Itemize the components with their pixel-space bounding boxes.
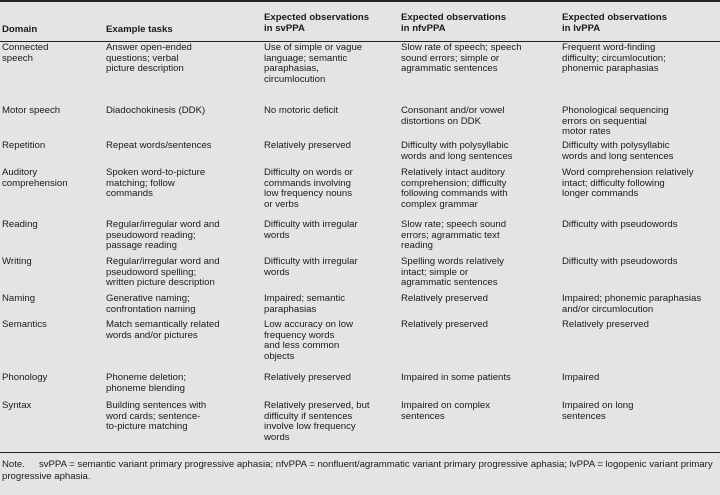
table-top-rule xyxy=(0,0,720,2)
table-cell-svppa: Relatively preserved xyxy=(264,372,351,383)
table-cell-nfvppa: Impaired in some patients xyxy=(401,372,511,383)
table-bottom-rule xyxy=(0,452,720,453)
table-cell-domain: Connected speech xyxy=(2,42,49,64)
table-cell-svppa: Low accuracy on low frequency words and less common objects xyxy=(264,319,354,362)
table-cell-domain: Motor speech xyxy=(2,105,61,116)
table-cell-domain: Auditory comprehension xyxy=(2,167,68,189)
table-cell-tasks: Building sentences with word cards; sentence- to-picture matching xyxy=(106,400,207,433)
table-cell-svppa: Difficulty on words or commands involving low frequency nouns or verbs xyxy=(264,167,353,210)
table-cell-nfvppa: Consonant and/or vowel distortions on DDK xyxy=(401,105,505,127)
table-cell-nfvppa: Slow rate; speech sound errors; agrammatic text reading xyxy=(401,219,507,252)
table-cell-domain: Reading xyxy=(2,219,38,230)
table-cell-domain: Writing xyxy=(2,256,32,267)
table-cell-domain: Phonology xyxy=(2,372,48,383)
table-cell-nfvppa: Difficulty with polysyllabic words and long sentences xyxy=(401,140,513,162)
table-cell-svppa: Impaired; semantic paraphasias xyxy=(264,293,346,315)
table-cell-nfvppa: Slow rate of speech; speech sound errors; simple or agrammatic sentences xyxy=(401,42,522,75)
table-cell-tasks: Repeat words/sentences xyxy=(106,140,212,151)
table-cell-lvppa: Impaired; phonemic paraphasias and/or circumlocution xyxy=(562,293,702,315)
table-cell-lvppa: Frequent word-finding difficulty; circumlocution; phonemic paraphasias xyxy=(562,42,666,75)
table-cell-nfvppa: Relatively preserved xyxy=(401,319,488,330)
table-cell-tasks: Phoneme deletion; phoneme blending xyxy=(106,372,187,394)
note-text: svPPA = semantic variant primary progressive aphasia; nfvPPA = nonfluent/agrammatic variant primary progressive aphasia; lvPPA = logopenic variant primary progressive aphasia. xyxy=(2,459,713,482)
table-cell-lvppa: Word comprehension relatively intact; difficulty following longer commands xyxy=(562,167,694,200)
table-cell-lvppa: Difficulty with pseudowords xyxy=(562,256,678,267)
table-cell-tasks: Regular/irregular word and pseudoword spelling; written picture description xyxy=(106,256,220,289)
table-cell-svppa: Relatively preserved xyxy=(264,140,351,151)
table-note xyxy=(2,459,718,483)
table-cell-svppa: Use of simple or vague language; semantic paraphasias, circumlocution xyxy=(264,42,363,85)
table-cell-domain: Repetition xyxy=(2,140,46,151)
table-cell-tasks: Answer open-ended questions; verbal picture description xyxy=(106,42,192,75)
table-cell-nfvppa: Impaired on complex sentences xyxy=(401,400,491,422)
note-label: Note. xyxy=(2,459,25,470)
table-cell-lvppa: Phonological sequencing errors on sequential motor rates xyxy=(562,105,669,138)
table-cell-tasks: Regular/irregular word and pseudoword reading; passage reading xyxy=(106,219,220,252)
table-cell-tasks: Match semantically related words and/or pictures xyxy=(106,319,220,341)
table-cell-svppa: Difficulty with irregular words xyxy=(264,219,358,241)
table-cell-nfvppa: Relatively preserved xyxy=(401,293,488,304)
table-cell-domain: Naming xyxy=(2,293,36,304)
column-header-tasks: Example tasks xyxy=(106,24,173,35)
table-cell-domain: Semantics xyxy=(2,319,47,330)
column-header-svppa: Expected observations in svPPA xyxy=(264,12,370,34)
table-cell-lvppa: Impaired xyxy=(562,372,600,383)
table-cell-lvppa: Relatively preserved xyxy=(562,319,649,330)
table-cell-nfvppa: Spelling words relatively intact; simple or agrammatic sentences xyxy=(401,256,504,289)
table-cell-tasks: Diadochokinesis (DDK) xyxy=(106,105,206,116)
table-cell-nfvppa: Relatively intact auditory comprehension; difficulty following commands with complex grammar xyxy=(401,167,508,210)
column-header-lvppa: Expected observations in lvPPA xyxy=(562,12,668,34)
column-header-nfvppa: Expected observations in nfvPPA xyxy=(401,12,507,34)
table-cell-svppa: No motoric deficit xyxy=(264,105,339,116)
table-cell-svppa: Difficulty with irregular words xyxy=(264,256,358,278)
table-cell-lvppa: Difficulty with pseudowords xyxy=(562,219,678,230)
table-cell-domain: Syntax xyxy=(2,400,32,411)
table-cell-tasks: Spoken word-to-picture matching; follow commands xyxy=(106,167,206,200)
column-header-domain: Domain xyxy=(2,24,38,35)
table-cell-svppa: Relatively preserved, but difficulty if sentences involve low frequency words xyxy=(264,400,370,443)
table-cell-lvppa: Impaired on long sentences xyxy=(562,400,634,422)
table-cell-lvppa: Difficulty with polysyllabic words and long sentences xyxy=(562,140,674,162)
table-cell-tasks: Generative naming; confrontation naming xyxy=(106,293,196,315)
